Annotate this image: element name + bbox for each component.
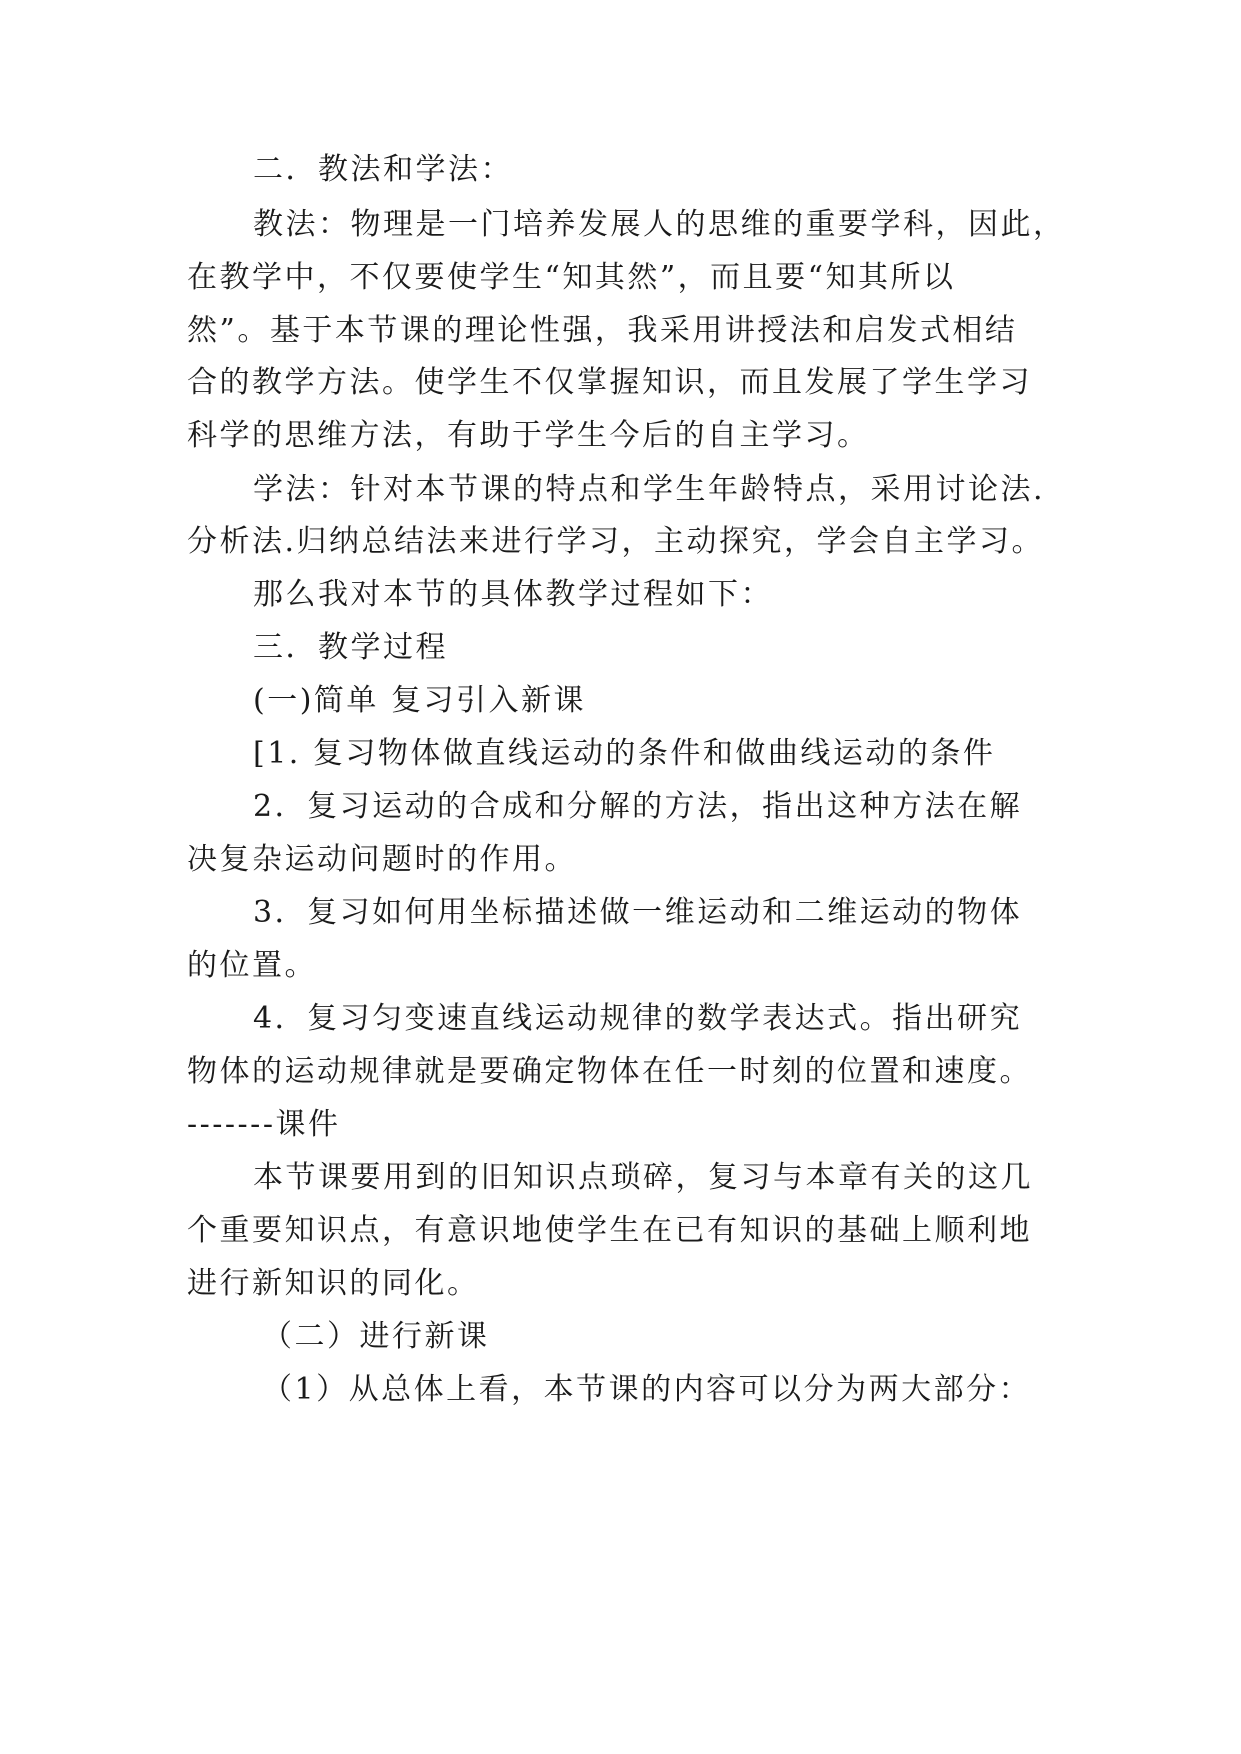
paragraph-line: -------课件 (187, 1107, 341, 1142)
paragraph-line: 进行新知识的同化。 (187, 1266, 480, 1301)
paragraph-line: 的位置。 (187, 948, 317, 983)
paragraph-line: 那么我对本节的具体教学过程如下： (253, 577, 773, 612)
subsection-heading: （二）进行新课 (262, 1319, 490, 1354)
paragraph-line: 教法：物理是一门培养发展人的思维的重要学科，因此， (253, 207, 1066, 242)
section-heading-process: 三．教学过程 (253, 630, 448, 665)
section-heading-methods: 二．教法和学法： (253, 152, 513, 187)
list-item: 3．复习如何用坐标描述做一维运动和二维运动的物体 (253, 895, 1023, 930)
paragraph-line: 在教学中，不仅要使学生“知其然”，而且要“知其所以 (187, 260, 956, 295)
paragraph-line: 个重要知识点，有意识地使学生在已有知识的基础上顺利地 (187, 1213, 1032, 1248)
paragraph-line: 合的教学方法。使学生不仅掌握知识，而且发展了学生学习 (187, 365, 1032, 400)
list-item: 4．复习匀变速直线运动规律的数学表达式。指出研究 (253, 1001, 1023, 1036)
list-item: 2．复习运动的合成和分解的方法，指出这种方法在解 (253, 789, 1023, 824)
paragraph-line: 物体的运动规律就是要确定物体在任一时刻的位置和速度。 (187, 1054, 1032, 1089)
subsection-heading: (一)简单 复习引入新课 (253, 683, 586, 718)
paragraph-line: 科学的思维方法，有助于学生今后的自主学习。 (187, 418, 870, 453)
paragraph-line: 学法：针对本节课的特点和学生年龄特点，采用讨论法. (253, 472, 1046, 507)
paragraph-line: 决复杂运动问题时的作用。 (187, 842, 577, 877)
paragraph-line: 分析法.归纳总结法来进行学习，主动探究，学会自主学习。 (187, 524, 1045, 559)
paragraph-line: 本节课要用到的旧知识点琐碎，复习与本章有关的这几 (253, 1160, 1033, 1195)
list-item: [1. 复习物体做直线运动的条件和做曲线运动的条件 (253, 736, 996, 771)
paragraph-line: 然”。基于本节课的理论性强，我采用讲授法和启发式相结 (187, 313, 1018, 348)
paragraph-line: （1）从总体上看，本节课的内容可以分为两大部分： (262, 1372, 1032, 1407)
